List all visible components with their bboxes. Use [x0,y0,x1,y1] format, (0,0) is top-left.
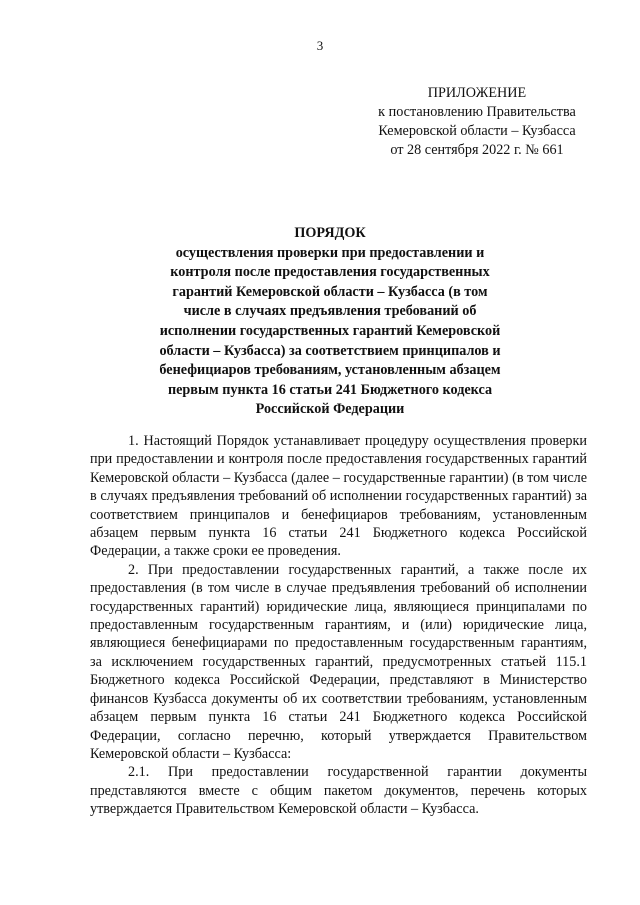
appendix-line: Кемеровской области – Кузбасса [378,123,576,139]
title-heading: ПОРЯДОК [294,225,366,241]
paragraph-1: 1. Настоящий Порядок устанавливает процедуру осуществления проверки при предоставлении и контроля после предоставления государственных гарантий Кемеровской области – Кузбасса (далее – государственные гарантии) (в том числе в случаях предъявления требований об исполнении государственных гарантий) за соответствием принципалов и бенефициаров требованиям, установленным абзацем первым пункта 16 статьи 241 Бюджетного кодекса Российской Федерации, а также сроки ее проведения. [90,433,587,560]
title-line: гарантий Кемеровской области – Кузбасса (в том [172,283,488,300]
page-number: 3 [316,38,324,53]
paragraph-2: 2. При предоставлении государственных гарантий, а также после их предоставления (в том числе в случае предъявления требований об исполнении государственных гарантий) юридические лица, являющиеся принципалами по предоставленным государственным гарантиям, и (или) юридические лица, являющиеся бенефициарами по предоставленным государственным гарантиям, за исключением государственных гарантий, предусмотренных статьей 115.1 Бюджетного кодекса Российской Федерации, представляют в Министерство финансов Кузбасса документы об их соответствии требованиям, установленным абзацем первым пункта 16 статьи 241 Бюджетного кодекса Российской Федерации, согласно перечню, который утверждается Правительством Кемеровской области – Кузбасса: [90,561,587,762]
paragraph-2-1: 2.1. При предоставлении государственной гарантии документы представляются вместе с общим пакетом документов, перечень которых утверждается Правительством Кемеровской области – Кузбасса. [90,764,587,818]
appendix-line: к постановлению Правительства [378,104,576,120]
title-line: бенефициаров требованиям, установленным абзацем [159,362,501,379]
title-line: контроля после предоставления государственных [170,264,490,281]
title-line: области – Кузбасса) за соответствием принципалов и [159,342,501,359]
appendix-date-line: от 28 сентября 2022 г. № 661 [390,142,564,158]
document-body [90,432,587,819]
title-line: исполнении государственных гарантий Кемеровской [159,322,501,339]
title-line: осуществления проверки при предоставлении и [175,244,485,261]
title-line: первым пункта 16 статьи 241 Бюджетного кодекса [167,381,493,398]
appendix-block [352,84,602,160]
document-title [110,224,550,420]
title-line: Российской Федерации [255,401,405,418]
title-line: числе в случаях предъявления требований об [183,303,477,320]
appendix-title: ПРИЛОЖЕНИЕ [427,85,527,101]
